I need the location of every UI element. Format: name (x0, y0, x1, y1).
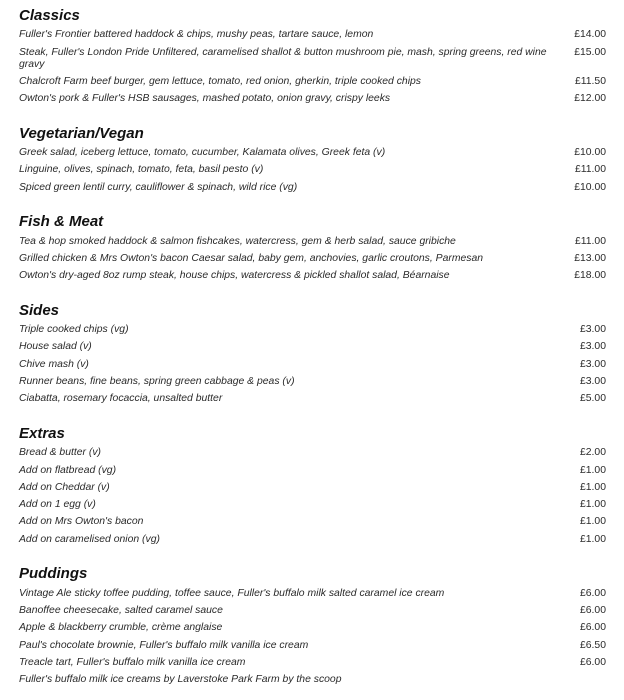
menu-item (19, 671, 606, 688)
section-heading: Vegetarian/Vegan (19, 124, 144, 142)
menu-item-price: £13.00 (574, 252, 606, 264)
menu-item-name: Add on 1 egg (v) (19, 499, 96, 511)
menu-item (19, 497, 606, 514)
menu-item (19, 27, 606, 44)
menu-item (19, 637, 606, 654)
menu-item-price: £10.00 (574, 147, 606, 159)
menu-item-price: £6.00 (579, 656, 606, 668)
menu-item-name: Chive mash (v) (19, 358, 89, 370)
menu-item-name: Greek salad, iceberg lettuce, tomato, cucumber, Kalamata olives, Greek feta (v) (19, 147, 386, 159)
menu (0, 6, 624, 689)
menu-item (19, 620, 606, 637)
menu-item-price: £11.00 (574, 235, 606, 247)
menu-item-price: £1.00 (579, 516, 606, 528)
menu-item-name: Add on Cheddar (v) (19, 481, 110, 493)
menu-item (19, 145, 606, 162)
menu-item-price: £5.00 (579, 393, 606, 405)
menu-item (19, 585, 606, 602)
menu-item-name: Add on Mrs Owton's bacon (19, 516, 144, 528)
section-heading: Extras (19, 424, 65, 442)
menu-item-name: Triple cooked chips (vg) (19, 324, 129, 336)
menu-item-price: £18.00 (574, 270, 606, 282)
menu-item-price: £6.50 (579, 639, 606, 651)
menu-item (19, 44, 606, 73)
menu-item-name: House salad (v) (19, 341, 92, 353)
menu-item (19, 73, 606, 90)
menu-item-name: Treacle tart, Fuller's buffalo milk vanilla ice cream (19, 656, 246, 668)
menu-item-name: Add on flatbread (vg) (19, 464, 117, 476)
menu-item (19, 602, 606, 619)
menu-item-name: Vintage Ale sticky toffee pudding, toffee sauce, Fuller's buffalo milk salted caramel ice cream (19, 587, 445, 599)
menu-item-name: Apple & blackberry crumble, crème anglaise (19, 622, 223, 634)
menu-section-sides (19, 301, 606, 408)
menu-item-name: Add on caramelised onion (vg) (19, 533, 160, 545)
menu-item (19, 250, 606, 267)
menu-item-name: Steak, Fuller's London Pride Unfiltered, caramelised shallot & button mushroom pie, mash, spring greens, red wine gravy (19, 46, 547, 70)
menu-item-name: Tea & hop smoked haddock & salmon fishcakes, watercress, gem & herb salad, sauce gribiche (19, 235, 456, 247)
menu-item (19, 654, 606, 671)
menu-item (19, 445, 606, 462)
menu-item-price: £6.00 (579, 604, 606, 616)
menu-item-name: Fuller's buffalo milk ice creams by Laverstoke Park Farm by the scoop (19, 674, 342, 686)
menu-item-name: Paul's chocolate brownie, Fuller's buffalo milk vanilla ice cream (19, 639, 309, 651)
menu-item-name: Owton's dry-aged 8oz rump steak, house chips, watercress & pickled shallot salad, Béarnaise (19, 270, 450, 282)
menu-section-extras (19, 424, 606, 548)
menu-item-price: £3.00 (579, 324, 606, 336)
menu-item-name: Banoffee cheesecake, salted caramel sauce (19, 604, 223, 616)
menu-item (19, 391, 606, 408)
menu-item-name: Bread & butter (v) (19, 447, 102, 459)
menu-item-name: Grilled chicken & Mrs Owton's bacon Caesar salad, baby gem, anchovies, garlic croutons, Parmesan (19, 252, 484, 264)
menu-item-price: £1.00 (579, 533, 606, 545)
menu-section-puddings (19, 564, 606, 688)
menu-item-name: Chalcroft Farm beef burger, gem lettuce, tomato, red onion, gherkin, triple cooked chips (19, 75, 421, 87)
menu-item (19, 356, 606, 373)
menu-item-price: £2.00 (579, 447, 606, 459)
section-heading: Fish & Meat (19, 213, 104, 231)
menu-section-classics (19, 6, 606, 108)
menu-item-price: £6.00 (579, 622, 606, 634)
menu-item-price: £15.00 (574, 46, 606, 58)
menu-item (19, 322, 606, 339)
menu-item (19, 373, 606, 390)
section-heading: Classics (19, 7, 80, 24)
menu-item-price: £6.00 (579, 587, 606, 599)
menu-item (19, 162, 606, 179)
menu-item-price: £3.00 (579, 341, 606, 353)
menu-section-fish-meat (19, 212, 606, 285)
menu-item-price: £11.00 (574, 164, 606, 176)
menu-item-name: Ciabatta, rosemary focaccia, unsalted butter (19, 393, 223, 405)
menu-item-price: £11.50 (574, 75, 606, 87)
menu-item-name: Owton's pork & Fuller's HSB sausages, mashed potato, onion gravy, crispy leeks (19, 93, 391, 105)
menu-item (19, 91, 606, 108)
menu-item-name: Fuller's Frontier battered haddock & chips, mushy peas, tartare sauce, lemon (19, 29, 374, 41)
menu-item-price: £14.00 (574, 29, 606, 41)
section-heading: Puddings (19, 565, 88, 583)
menu-item-price: £1.00 (579, 464, 606, 476)
menu-item-price: £3.00 (579, 376, 606, 388)
menu-item (19, 268, 606, 285)
menu-item (19, 462, 606, 479)
menu-item-name: Spiced green lentil curry, cauliflower & spinach, wild rice (vg) (19, 181, 298, 193)
menu-section-vegetarian-vegan (19, 124, 606, 197)
menu-item-price: £3.00 (579, 358, 606, 370)
menu-item-price: £10.00 (574, 181, 606, 193)
menu-item-name: Runner beans, fine beans, spring green cabbage & peas (v) (19, 376, 295, 388)
menu-item (19, 339, 606, 356)
menu-item (19, 233, 606, 250)
menu-item (19, 514, 606, 531)
menu-item-price: £1.00 (579, 481, 606, 493)
menu-item (19, 531, 606, 548)
menu-item (19, 479, 606, 496)
section-heading: Sides (19, 301, 60, 319)
menu-item-price: £1.00 (579, 499, 606, 511)
menu-item-price: £12.00 (574, 93, 606, 105)
menu-item-name: Linguine, olives, spinach, tomato, feta, basil pesto (v) (19, 164, 264, 176)
menu-item (19, 179, 606, 196)
